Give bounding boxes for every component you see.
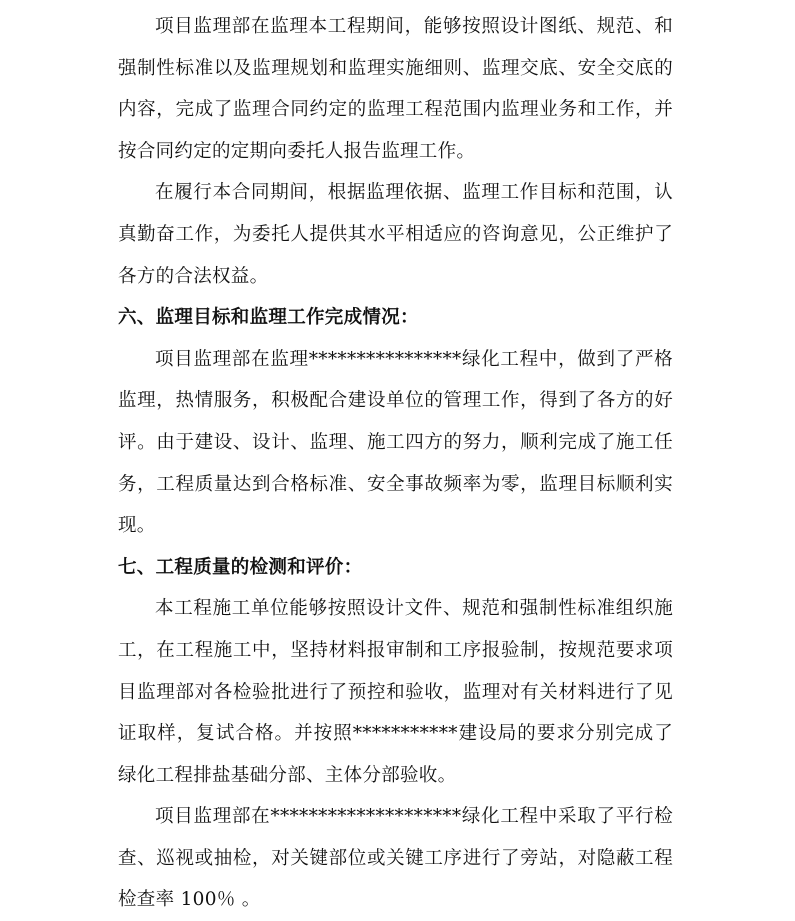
intro-paragraph-2: 在履行本合同期间，根据监理依据、监理工作目标和范围，认真勤奋工作，为委托人提供其水平相适应的咨询意见，公正维护了各方的合法权益。	[118, 182, 673, 287]
intro-paragraph-1: 项目监理部在监理本工程期间，能够按照设计图纸、规范、和强制性标准以及监理规划和监理实施细则、监理交底、安全交底的内容，完成了监理合同约定的监理工程范围内监理业务和工作，并按合同约定的定期向委托人报告监理工作。	[118, 16, 673, 162]
document-page	[118, 6, 673, 921]
section-6-paragraph: 项目监理部在监理****************绿化工程中，做到了严格监理，热情服务，积极配合建设单位的管理工作，得到了各方的好评。由于建设、设计、监理、施工四方的努力，顺利完成了施工任务，工程质量达到合格标准、安全事故频率为零，监理目标顺利实现。	[118, 348, 673, 537]
section-7-paragraph-2: 项目监理部在********************绿化工程中采取了平行检查、巡视或抽检，对关键部位或关键工序进行了旁站，对隐蔽工程检查率 100％ 。	[118, 806, 673, 911]
section-7-paragraph-1: 本工程施工单位能够按照设计文件、规范和强制性标准组织施工，在工程施工中，坚持材料报审制和工序报验制，按规范要求项目监理部对各检验批进行了预控和验收，监理对有关材料进行了见证取样，复试合格。并按照***********建设局的要求分别完成了绿化工程排盐基础分部、主体分部验收。	[118, 598, 673, 786]
section-7-heading: 七、工程质量的检测和评价：	[118, 556, 363, 578]
section-6-heading: 六、监理目标和监理工作完成情况：	[118, 307, 419, 329]
